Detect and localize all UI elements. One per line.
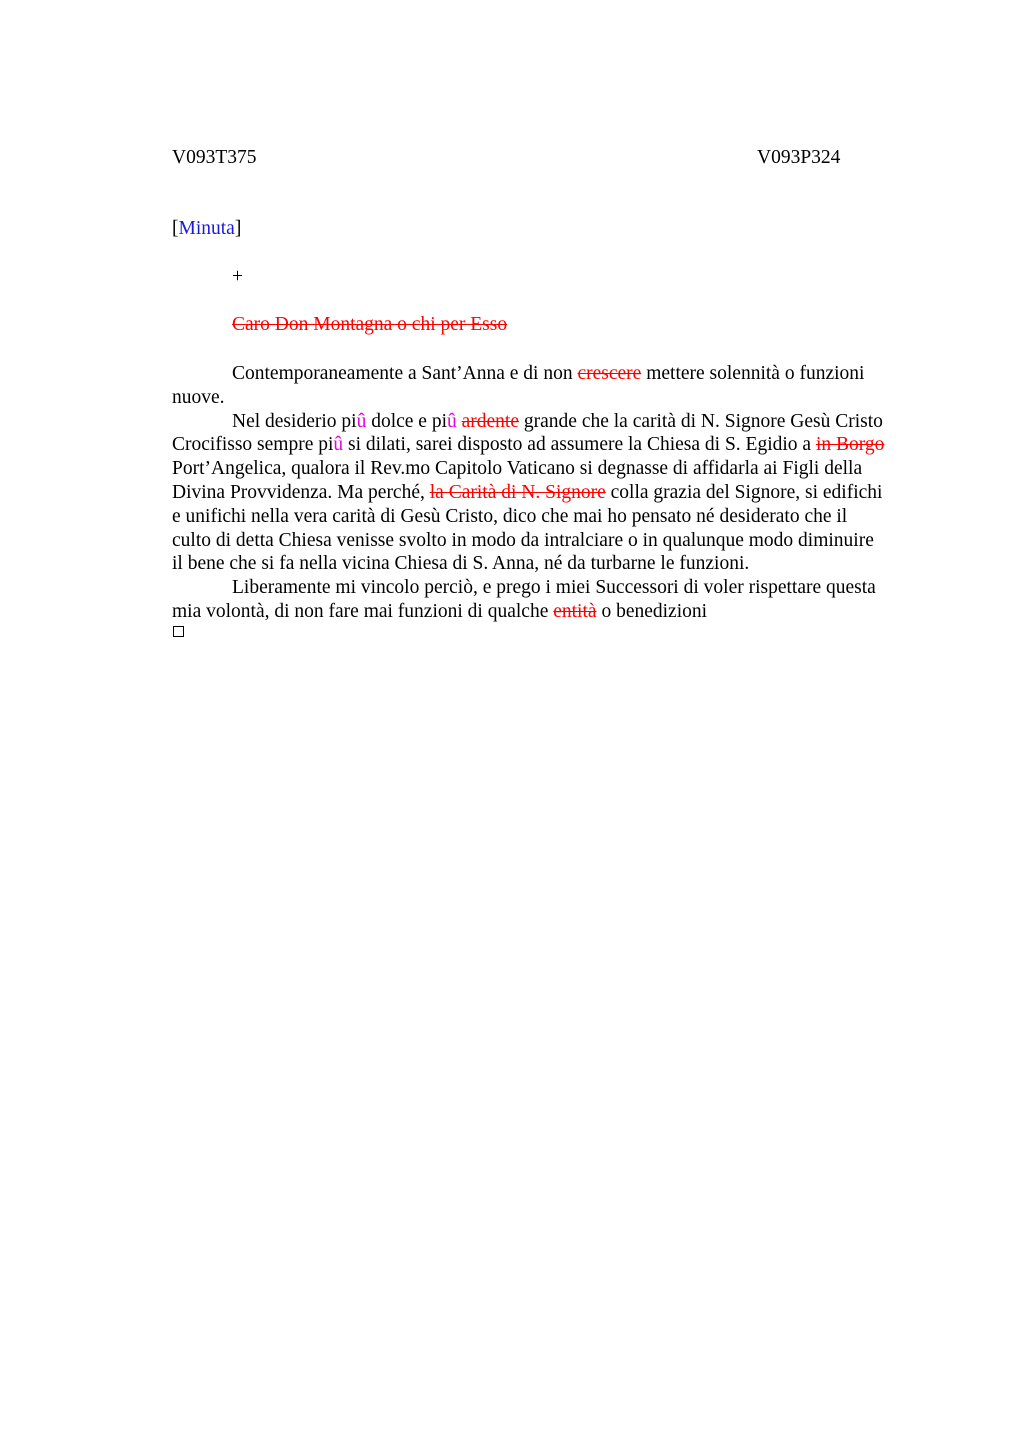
text-run: si dilati, sarei disposto ad assumere la Chiesa di S. Egidio a (343, 434, 816, 456)
text-run: Port’Angelica, qualora il Rev.mo Capitolo Vaticano si degnasse di affidarla ai Figli della (172, 458, 863, 480)
text-run: Liberamente mi vincolo perciò, e prego i miei Successori di voler rispettare questa (232, 577, 876, 599)
draft-note-close-bracket: ] (234, 218, 242, 239)
text-run: colla grazia del Signore, si edifichi (605, 481, 883, 503)
corrected-letter: û (333, 434, 344, 456)
document-code-right: V093P324 (757, 147, 841, 168)
text-run: o benedizioni (596, 600, 708, 622)
paragraph-3 (172, 576, 932, 624)
deleted-word: in Borgo (815, 434, 885, 456)
deleted-word: crescere (577, 363, 642, 384)
text-run: nuove. (172, 386, 225, 408)
text-run: Divina Provvidenza. Ma perché, (172, 481, 430, 503)
text-run: Crocifisso sempre pi (172, 434, 334, 456)
paragraph-1 (172, 362, 932, 410)
corrected-letter: û (356, 410, 367, 432)
text-run: Nel desiderio pi (232, 410, 357, 432)
text-run: il bene che si fa nella vicina Chiesa di S. Anna, né da turbarne le funzioni. (172, 553, 750, 575)
text-run: dolce e pi (366, 410, 447, 432)
draft-note-label: Minuta (178, 218, 235, 239)
deleted-word: entità (553, 600, 597, 622)
text-run: e unifichi nella vera carità di Gesù Cristo, dico che mai ho pensato né desiderato che il (172, 505, 848, 527)
draft-note (172, 218, 241, 240)
deleted-phrase: la Carità di N. Signore (429, 481, 606, 503)
text-run: Contemporaneamente a Sant’Anna e di non (232, 363, 578, 384)
text-run: mia volontà, di non fare mai funzioni di qualche (172, 600, 554, 622)
cross-mark: + (232, 266, 243, 287)
deleted-word: ardente (461, 410, 520, 432)
text-run: grande che la carità di N. Signore Gesù Cristo (519, 410, 883, 432)
deleted-salutation: Caro Don Montagna o chi per Esso (232, 314, 508, 335)
draft-note-open-bracket: [ (172, 218, 179, 239)
text-run: culto di detta Chiesa venisse svolto in modo da intralciare o in qualunque modo diminuire (172, 529, 874, 551)
document-code-left: V093T375 (172, 147, 257, 168)
text-run: mettere solennità o funzioni (641, 363, 865, 384)
paragraph-2 (172, 410, 932, 577)
end-of-text-box-icon (173, 626, 184, 637)
corrected-letter: û (447, 410, 457, 432)
letter-body (172, 362, 932, 624)
